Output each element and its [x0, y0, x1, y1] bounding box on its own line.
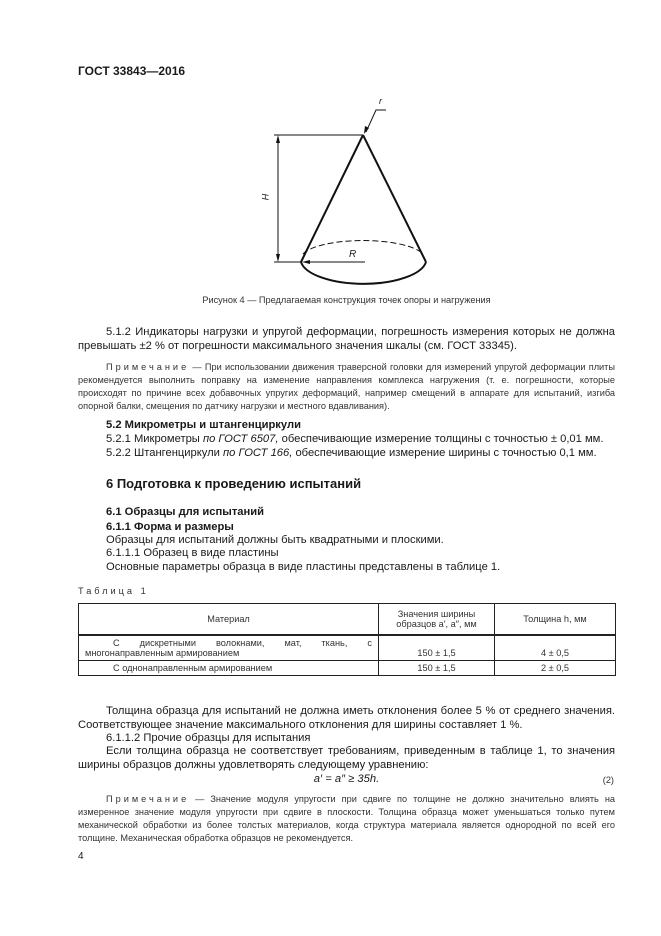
note-2: [78, 793, 615, 845]
table-caption: Таблица 1: [78, 586, 149, 596]
paragraph-5-2-1: 5.2.1 Микрометры по ГОСТ 6507, обеспечивающие измерение толщины с точностью ± 0,01 мм.: [106, 433, 604, 445]
paragraph: Толщина образца для испытаний не должна иметь отклонения более 5 % от среднего значения. Соответствующее значение максимального отклонения для ширины составляет 1 %.: [78, 705, 615, 731]
cone-base-front: [301, 262, 426, 284]
paragraph-5-1-2: 5.1.2 Индикаторы нагрузки и упругой деформации, погрешность измерения которых не должна превышать ±2 % от погрешности максимального значения шкалы (см. ГОСТ 33345).: [78, 326, 615, 352]
paragraph: Основные параметры образца в виде пластины представлены в таблице 1.: [106, 561, 501, 573]
heading-6-1: 6.1 Образцы для испытаний: [106, 506, 265, 518]
label-r: r: [379, 96, 382, 106]
table-1: [78, 603, 616, 676]
heading-6-1-1: 6.1.1 Форма и размеры: [106, 521, 234, 533]
paragraph: Образцы для испытаний должны быть квадратными и плоскими.: [106, 534, 444, 546]
table-row: С дискретными волокнами, мат, ткань, с многонаправленным армированием 150 ± 1,5 4 ± 0,5: [79, 635, 616, 661]
table-row: С однонаправленным армированием 150 ± 1,5 2 ± 0,5: [79, 660, 616, 675]
document-header: ГОСТ 33843—2016: [78, 64, 186, 78]
paragraph: Если толщина образца не соответствует требованиям, приведенным в таблице 1, то значения ширины образцов должны удовлетворять следующему уравнению:: [78, 745, 615, 771]
label-H: H: [260, 193, 271, 201]
paragraph-6-1-1-1: 6.1.1.1 Образец в виде пластины: [106, 547, 279, 559]
formula-number: (2): [602, 775, 614, 785]
note-label: Примечание: [106, 794, 190, 804]
column-header: Толщина h, мм: [495, 604, 616, 635]
page-number: 4: [78, 851, 84, 862]
r-leader: [366, 110, 386, 132]
note-text: — При использовании движения траверсной головки для измерений упругой деформации плиты рекомендуется выполнить поправку на изменение направления комплекса нагружения (т. е. погрешности, которые происходят по причине всех добавочных упругих деформаций, например смещений в аппарате для испытаний, изгиба опорной балки, смещения по датчику нагрузки и местного вдавливания).: [78, 362, 615, 411]
paragraph-6-1-1-2: 6.1.1.2 Прочие образцы для испытания: [106, 732, 311, 744]
table-header-row: [79, 604, 616, 635]
standard-reference: по ГОСТ 166,: [223, 447, 293, 459]
column-header: Материал: [79, 604, 379, 635]
heading-6: 6 Подготовка к проведению испытаний: [106, 476, 362, 491]
formula-2: a′ = a″ ≥ 35h.: [313, 773, 380, 785]
note-text: — Значение модуля упругости при сдвиге по толщине не должно значительно влиять на измеренное значение модуля упругости при сдвиге в плоскости. Толщина образца может уменьшаться только путем механической обработки из более толстых материалов, когда структура материала является однородной по всей его толщине. Механическая обработка образцов не рекомендуется.: [78, 794, 615, 843]
note-label: Примечание: [106, 362, 190, 372]
label-R: R: [349, 249, 357, 260]
cone-figure: [0, 0, 661, 300]
column-header: Значения ширины образцов a′, a″, мм: [379, 604, 495, 635]
note-1: [78, 361, 615, 413]
paragraph-5-2-2: 5.2.2 Штангенциркули по ГОСТ 166, обеспечивающие измерение ширины с точностью 0,1 мм.: [106, 447, 597, 459]
standard-reference: по ГОСТ 6507,: [202, 433, 279, 445]
figure-caption: Рисунок 4 — Предлагаемая конструкция точек опоры и нагружения: [202, 295, 491, 305]
cone-base-back: [303, 241, 423, 254]
heading-5-2: 5.2 Микрометры и штангенциркули: [106, 419, 301, 431]
